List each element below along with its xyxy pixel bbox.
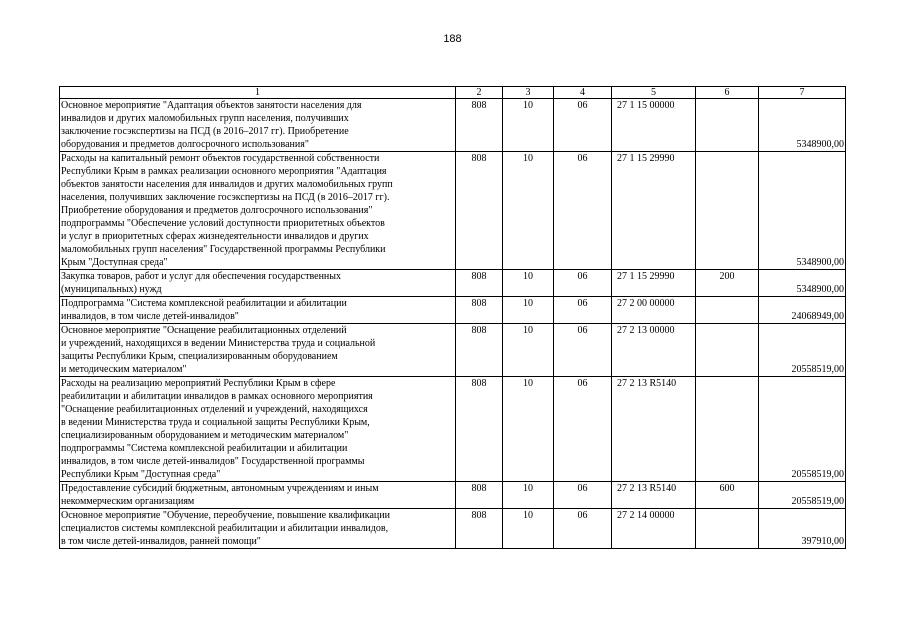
target-article-code: 27 1 15 29990 <box>612 152 696 270</box>
column-header: 7 <box>759 87 846 99</box>
section-code: 10 <box>503 482 554 509</box>
item-name: Предоставление субсидий бюджетным, автономным учреждениям и иным некоммерческим организациям <box>60 482 456 509</box>
expense-type-code: 200 <box>696 270 759 297</box>
section-code: 10 <box>503 297 554 324</box>
target-article-code: 27 2 13 R5140 <box>612 377 696 482</box>
amount: 20558519,00 <box>759 482 846 509</box>
expense-type-code <box>696 99 759 152</box>
table-row <box>60 152 846 270</box>
amount: 20558519,00 <box>759 377 846 482</box>
column-header: 2 <box>456 87 503 99</box>
section-code: 10 <box>503 324 554 377</box>
subsection-code: 06 <box>554 509 612 549</box>
ministry-code: 808 <box>456 377 503 482</box>
section-code: 10 <box>503 509 554 549</box>
amount: 20558519,00 <box>759 324 846 377</box>
subsection-code: 06 <box>554 152 612 270</box>
page-number: 188 <box>443 33 462 45</box>
column-header: 5 <box>612 87 696 99</box>
target-article-code: 27 2 14 00000 <box>612 509 696 549</box>
column-header: 1 <box>60 87 456 99</box>
table-header-row <box>60 87 846 99</box>
target-article-code: 27 2 13 00000 <box>612 324 696 377</box>
target-article-code: 27 1 15 29990 <box>612 270 696 297</box>
table-row <box>60 377 846 482</box>
table-row <box>60 297 846 324</box>
item-name: Расходы на реализацию мероприятий Республики Крым в сфере реабилитации и абилитации инвалидов в рамках основного мероприятия "Оснащение реабилитационных отделений и учреждений, находящихся в ведении Министерства труда и социальной защиты Республики Крым, специализированным оборудованием и методическим материалом" подпрограммы "Система комплексной реабилитации и абилитации инвалидов, в том числе детей-инвалидов" Государственной программы Республики Крым "Доступная среда" <box>60 377 456 482</box>
expense-type-code <box>696 377 759 482</box>
section-code: 10 <box>503 377 554 482</box>
amount: 5348900,00 <box>759 99 846 152</box>
item-name: Основное мероприятие "Оснащение реабилитационных отделений и учреждений, находящихся в ведении Министерства труда и социальной защиты Республики Крым, специализированным оборудованием и методическим материалом" <box>60 324 456 377</box>
amount: 24068949,00 <box>759 297 846 324</box>
subsection-code: 06 <box>554 324 612 377</box>
item-name: Закупка товаров, работ и услуг для обеспечения государственных (муниципальных) нужд <box>60 270 456 297</box>
target-article-code: 27 1 15 00000 <box>612 99 696 152</box>
column-header: 6 <box>696 87 759 99</box>
amount: 397910,00 <box>759 509 846 549</box>
table-row <box>60 270 846 297</box>
expense-type-code <box>696 297 759 324</box>
column-header: 4 <box>554 87 612 99</box>
section-code: 10 <box>503 270 554 297</box>
ministry-code: 808 <box>456 99 503 152</box>
column-header: 3 <box>503 87 554 99</box>
subsection-code: 06 <box>554 482 612 509</box>
budget-table <box>59 86 846 549</box>
amount: 5348900,00 <box>759 270 846 297</box>
expense-type-code <box>696 324 759 377</box>
target-article-code: 27 2 13 R5140 <box>612 482 696 509</box>
ministry-code: 808 <box>456 297 503 324</box>
item-name: Основное мероприятие "Адаптация объектов занятости населения для инвалидов и других маломобильных групп населения, получивших заключение госэкспертизы на ПСД (в 2016–2017 гг). Приобретение оборудования и предметов долгосрочного использования" <box>60 99 456 152</box>
expense-type-code <box>696 152 759 270</box>
subsection-code: 06 <box>554 270 612 297</box>
item-name: Расходы на капитальный ремонт объектов государственной собственности Республики Крым в рамках реализации основного мероприятия "Адаптация объектов занятости населения для инвалидов и других маломобильных групп населения, получивших заключение госэкспертизы на ПСД (в 2016–2017 гг). Приобретение оборудования и предметов долгосрочного использования" подпрограммы "Обеспечение условий доступности приоритетных объектов и услуг в приоритетных сферах жизнедеятельности инвалидов и других маломобильных групп населения" Государственной программы Республики Крым "Доступная среда" <box>60 152 456 270</box>
ministry-code: 808 <box>456 270 503 297</box>
section-code: 10 <box>503 99 554 152</box>
section-code: 10 <box>503 152 554 270</box>
target-article-code: 27 2 00 00000 <box>612 297 696 324</box>
table-row <box>60 509 846 549</box>
table-row <box>60 324 846 377</box>
amount: 5348900,00 <box>759 152 846 270</box>
table-row <box>60 99 846 152</box>
subsection-code: 06 <box>554 99 612 152</box>
subsection-code: 06 <box>554 377 612 482</box>
expense-type-code <box>696 509 759 549</box>
ministry-code: 808 <box>456 324 503 377</box>
ministry-code: 808 <box>456 482 503 509</box>
expense-type-code: 600 <box>696 482 759 509</box>
table-row <box>60 482 846 509</box>
ministry-code: 808 <box>456 509 503 549</box>
item-name: Подпрограмма "Система комплексной реабилитации и абилитации инвалидов, в том числе детей-инвалидов" <box>60 297 456 324</box>
subsection-code: 06 <box>554 297 612 324</box>
ministry-code: 808 <box>456 152 503 270</box>
item-name: Основное мероприятие "Обучение, переобучение, повышение квалификации специалистов системы комплексной реабилитации и абилитации инвалидов, в том числе детей-инвалидов, ранней помощи" <box>60 509 456 549</box>
